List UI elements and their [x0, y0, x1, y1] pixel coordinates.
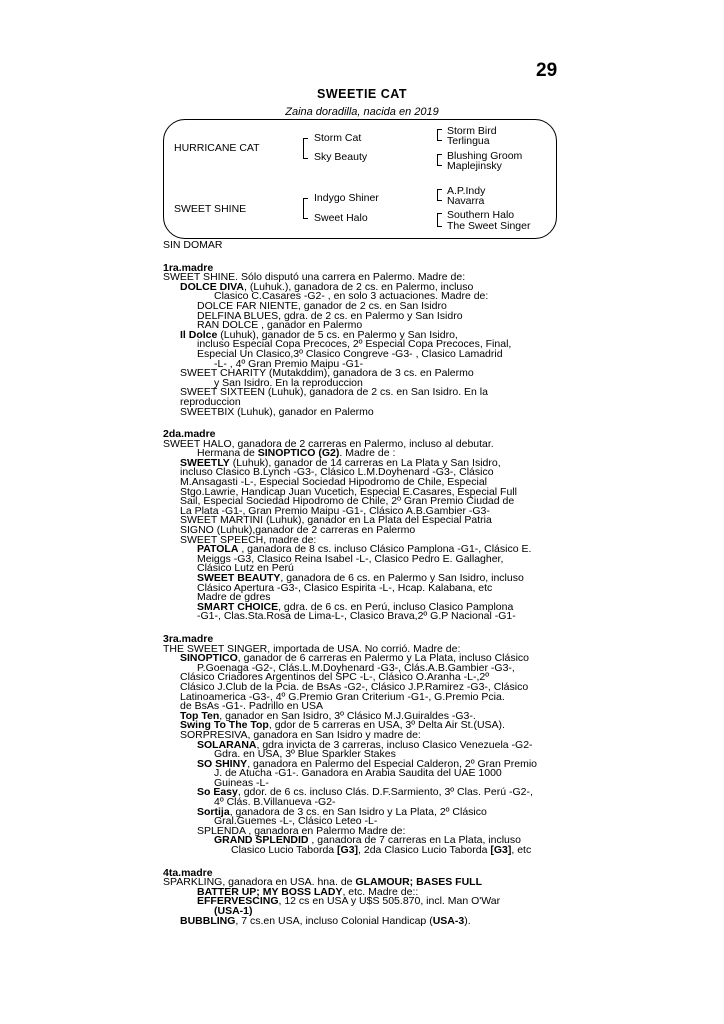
text-line: Clásico Criadores Argentinos del SPC -L-, Clásico O.Aranha -L-,2º: [180, 671, 490, 684]
training-status: SIN DOMAR: [163, 239, 223, 251]
text-line: incluso Especial Copa Precoces, 2º Especial Copa Precoces, Final,: [197, 338, 512, 351]
pedigree-sd-sire: Blushing Groom: [447, 150, 523, 162]
text-line: SWEET BEAUTY, ganadora de 6 cs. en Palermo y San Isidro, incluso: [197, 572, 524, 584]
pedigree-bracket: [437, 129, 442, 141]
text-line: SWEET MARTINI (Luhuk), ganador en La Plata del Especial Patria: [180, 514, 492, 527]
text-line: PATOLA , ganadora de 8 cs. incluso Clásico Pamplona -G1-, Clásico E.: [197, 543, 532, 556]
text-line: SWEET SHINE. Sólo disputó una carrera en Palermo. Madre de:: [163, 271, 466, 284]
pedigree-bracket: [303, 198, 308, 219]
text-line: Meiggs -G3, Clasico Reina Isabel -L-, Clasico Pedro E. Gallagher,: [197, 552, 504, 565]
text-line: -L- , 4º Gran Premio Maipu -G1-: [214, 357, 364, 370]
text-line: SWEET SPEECH, madre de:: [180, 533, 317, 546]
text-line: SWEETLY (Luhuk), ganador de 14 carreras en La Plata y San Isidro,: [180, 456, 501, 469]
pedigree-sire-dam: Sky Beauty: [314, 151, 368, 163]
pedigree-dd-sire: Southern Halo: [447, 209, 515, 221]
text-line: SWEETBIX (Luhuk), ganador en Palermo: [180, 405, 374, 418]
text-line: Clásico Lutz en Perú: [197, 562, 294, 575]
text-line: Top Ten, ganador en San Isidro, 3º Clásico M.J.Guiraldes -G3-.: [180, 709, 476, 722]
text-line: J. de Atucha -G1-. Ganadora en Arabia Saudita del UAE 1000: [214, 767, 502, 780]
text-line: (USA-1): [214, 905, 253, 917]
text-line: Clásico Apertura -G3-, Clasico Espirita -L-, Hcap. Kalabana, etc: [197, 581, 493, 594]
horse-name: SWEETIE CAT: [317, 87, 407, 101]
text-line: SPLENDA , ganadora en Palermo Madre de:: [197, 824, 406, 837]
text-line: DOLCE FAR NIENTE, ganador de 2 cs. en San Isidro: [197, 299, 447, 312]
text-line: GRAND SPLENDID , ganadora de 7 carreras en La Plata, incluso: [214, 834, 521, 847]
pedigree-sire: HURRICANE CAT: [174, 142, 260, 154]
text-line: SOLARANA, gdra invicta de 3 carreras, incluso Clasico Venezuela -G2-: [197, 738, 533, 751]
section-heading: 3ra.madre: [163, 632, 214, 645]
text-line: Sail, Especial Sociedad Hipodromo de Chile, 2º Gran Premio Ciudad de: [180, 495, 515, 508]
text-line: Clasico C.Casares -G2- , en solo 3 actuaciones. Madre de:: [214, 290, 489, 303]
pedigree-ss-sire: Storm Bird: [447, 125, 497, 137]
text-line: BATTER UP; MY BOSS LADY, etc. Madre de::: [197, 885, 419, 898]
text-line: SO SHINY, ganadora en Palermo del Especial Calderon, 2º Gran Premio: [197, 757, 538, 770]
text-line: DELFINA BLUES, gdra. de 2 cs. en Palermo y San Isidro: [197, 309, 463, 322]
pedigree-bracket: [437, 189, 442, 201]
pedigree-ss-dam: Terlingua: [447, 135, 490, 147]
text-line: 4º Clás. B.Villanueva -G2-: [214, 796, 336, 809]
pedigree-dd-dam: The Sweet Singer: [447, 220, 531, 232]
text-line: Clásico J.Club de la Pcia. de BsAs -G2-, Clásico J.P.Ramirez -G3-, Clásico: [180, 680, 529, 693]
text-line: BUBBLING, 7 cs.en USA, incluso Colonial Handicap (USA-3).: [180, 914, 471, 927]
text-line: Il Dolce (Luhuk), ganador de 5 cs. en Palermo y San Isidro,: [180, 328, 458, 341]
family-text: [163, 241, 563, 926]
text-line: Stgo.Lawrie, Handicap Juan Vucetich, Especial E.Casares, Especial Full: [180, 485, 517, 498]
text-line: Swing To The Top, gdor de 5 carreras en USA, 3º Delta Air St.(USA).: [180, 719, 505, 732]
text-line: SINOPTICO, ganador de 6 carreras en Palermo y La Plata, incluso Clásico: [180, 652, 530, 665]
pedigree-dam-sire: Indygo Shiner: [314, 192, 379, 204]
text-line: Hermana de SINOPTICO (G2). Madre de :: [197, 447, 396, 460]
text-line: de BsAs -G1-. Padrillo en USA: [180, 700, 323, 713]
text-line: SIGNO (Luhuk),ganador de 2 carreras en Palermo: [180, 524, 416, 537]
pedigree-sire-sire: Storm Cat: [314, 132, 362, 144]
text-line: THE SWEET SINGER, importada de USA. No corrió. Madre de:: [163, 642, 461, 655]
text-line: So Easy, gdor. de 6 cs. incluso Clás. D.F.Sarmiento, 3º Clas. Perú -G2-,: [197, 786, 533, 799]
text-line: La Plata -G1-, Gran Premio Maipu -G1-, Clásico A.B.Gambier -G3-: [180, 504, 490, 517]
text-line: SWEET SIXTEEN (Luhuk), ganadora de 2 cs. en San Isidro. En la: [180, 386, 488, 399]
text-line: Especial Un Clasico,3º Clasico Congreve -G3- , Clasico Lamadrid: [197, 347, 503, 360]
text-line: incluso Clasico B.Lynch -G3-, Clásico L.M.Doyhenard -G3-, Clásico: [180, 466, 494, 479]
text-line: SORPRESIVA, ganadora en San Isidro y madre de:: [180, 728, 421, 741]
text-line: Guineas -L-: [214, 776, 269, 789]
text-line: RAN DOLCE , ganador en Palermo: [197, 319, 363, 332]
pedigree-sd-dam: Maplejinsky: [447, 160, 502, 172]
pedigree-ds-sire: A.P.Indy: [447, 185, 486, 197]
text-line: y San Isidro. En la reproduccion: [214, 376, 363, 389]
text-line: Sortija, ganadora de 3 cs. en San Isidro y La Plata, 2º Clásico: [197, 805, 487, 818]
pedigree-bracket: [303, 138, 308, 159]
pedigree-ds-dam: Navarra: [447, 195, 485, 207]
page-number: 29: [536, 60, 558, 81]
pedigree-dam: SWEET SHINE: [174, 203, 247, 215]
text-line: Clasico Lucio Taborda [G3], 2da Clasico Lucio Taborda [G3], etc: [231, 844, 532, 857]
text-line: -G1-, Clas.Sta.Rosa de Lima-L-, Clasico Brava,2º G.P Nacional -G1-: [197, 610, 516, 623]
pedigree-bracket: [437, 154, 442, 166]
text-line: reproduccion: [180, 395, 241, 408]
text-line: EFFERVESCING, 12 cs en USA y U$S 505.870, incl. Man O'War: [197, 895, 501, 908]
text-line: P.Goenaga -G2-, Clás.L.M.Doyhenard -G3-, Clás.A.B.Gambier -G3-,: [197, 661, 515, 674]
text-line: Gdra. en USA, 3º Blue Sparkler Stakes: [214, 748, 396, 761]
text-line: Gral.Guemes -L-, Clásico Leteo -L-: [214, 815, 378, 828]
text-line: DOLCE DIVA, (Luhuk.), ganadora de 2 cs. en Palermo, incluso: [180, 280, 474, 293]
horse-description: Zaina doradilla, nacida en 2019: [285, 106, 439, 118]
text-line: Madre de gdres: [197, 591, 271, 604]
section-heading: 2da.madre: [163, 428, 216, 441]
text-line: SMART CHOICE, gdra. de 6 cs. en Perú, incluso Clasico Pamplona: [197, 600, 514, 613]
text-line: M.Ansagasti -L-, Especial Sociedad Hipodromo de Chile, Especial: [180, 476, 487, 489]
text-line: SWEET CHARITY (Mutakddim), ganadora de 3 cs. en Palermo: [180, 367, 474, 380]
text-line: SPARKLING, ganadora en USA. hna. de GLAMOUR; BASES FULL: [163, 876, 482, 889]
section-heading: 4ta.madre: [163, 866, 213, 879]
section-heading: 1ra.madre: [163, 261, 214, 274]
pedigree-dam-dam: Sweet Halo: [314, 212, 368, 224]
text-line: SWEET HALO, ganadora de 2 carreras en Palermo, incluso al debutar.: [163, 437, 494, 450]
text-line: Latinoamerica -G3-, 4º G.Premio Gran Criterium -G1-, G.Premio Pcia.: [180, 690, 505, 703]
pedigree-bracket: [437, 213, 442, 227]
